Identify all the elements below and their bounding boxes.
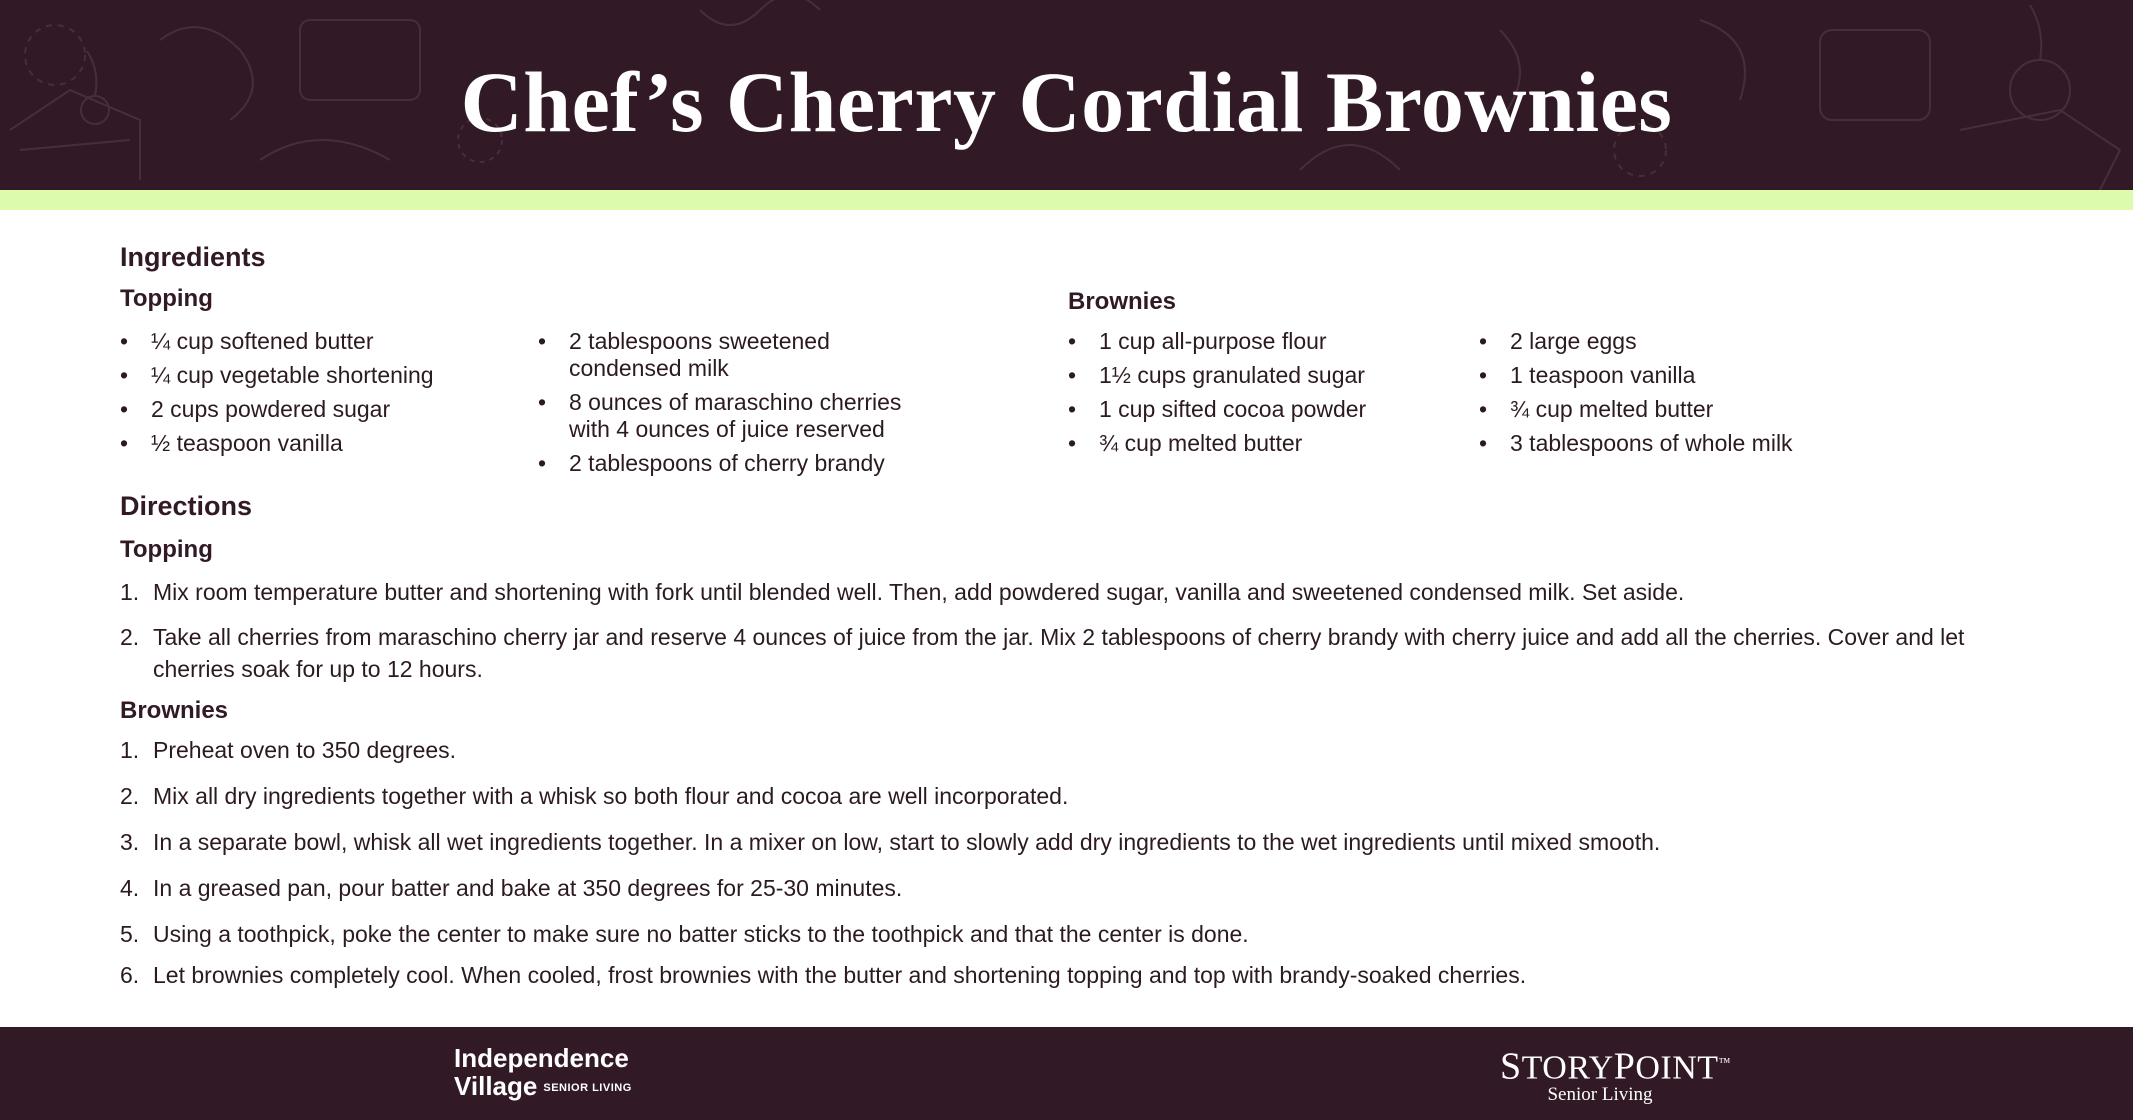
footer-bar xyxy=(0,1027,2133,1120)
directions-heading: Directions xyxy=(120,491,253,521)
logo-letters: OINT xyxy=(1635,1049,1719,1087)
list-item: • 1 cup sifted cocoa powder xyxy=(1068,396,1448,423)
list-item xyxy=(120,826,1970,858)
list-item: • 2 tablespoons sweetened condensed milk xyxy=(538,328,918,382)
step-number: 2. xyxy=(120,783,140,809)
step-text: Take all cherries from maraschino cherry jar and reserve 4 ounces of juice from the jar. Mix 2 tablespoons of cherry brandy with cherry juice and add all the cherries. Cover and let cherries soak for up to 12 hours. xyxy=(153,624,1965,682)
topping-ingredients-list-2 xyxy=(538,328,918,484)
step-number: 5. xyxy=(120,921,140,947)
ingredients-brownies-heading: Brownies xyxy=(1068,288,1177,315)
list-item: • 8 ounces of maraschino cherries with 4 ounces of juice reserved xyxy=(538,389,918,443)
list-item: • 2 cups powdered sugar xyxy=(120,396,500,423)
recipe-title: Chef’s Cherry Cordial Brownies xyxy=(460,54,1673,150)
storypoint-logo xyxy=(1500,1045,1731,1106)
list-item: • 1½ cups granulated sugar xyxy=(1068,362,1448,389)
ingredients-heading: Ingredients xyxy=(120,242,266,272)
directions-brownies-heading: Brownies xyxy=(120,697,229,724)
storypoint-tagline: Senior Living xyxy=(1547,1084,1653,1106)
independence-village-logo xyxy=(454,1044,632,1102)
step-text: In a greased pan, pour batter and bake at 350 degrees for 25-30 minutes. xyxy=(153,875,903,901)
list-item: • 2 large eggs xyxy=(1479,328,1899,355)
list-item: • ¼ cup softened butter xyxy=(120,328,500,355)
step-number: 3. xyxy=(120,829,140,855)
list-item: • 1 cup all-purpose flour xyxy=(1068,328,1448,355)
step-text: In a separate bowl, whisk all wet ingredients together. In a mixer on low, start to slowly add dry ingredients to the wet ingredients until mixed smooth. xyxy=(153,829,1661,855)
step-text: Let brownies completely cool. When cooled, frost brownies with the butter and shortening topping and top with brandy-soaked cherries. xyxy=(153,962,1527,988)
list-item: • 2 tablespoons of cherry brandy xyxy=(538,450,918,477)
logo-line-2: Village xyxy=(454,1071,538,1101)
list-item xyxy=(120,872,1970,904)
trademark-symbol: ™ xyxy=(1718,1055,1731,1069)
list-item: • ¾ cup melted butter xyxy=(1479,396,1899,423)
logo-letter: P xyxy=(1613,1045,1636,1088)
step-text: Using a toothpick, poke the center to make sure no batter sticks to the toothpick and that the center is done. xyxy=(153,921,1249,947)
logo-letter: S xyxy=(1500,1045,1522,1088)
list-item xyxy=(120,780,1970,812)
logo-line-1: Independence xyxy=(454,1043,629,1073)
step-text: Mix all dry ingredients together with a whisk so both flour and cocoa are well incorporated. xyxy=(153,783,1069,809)
topping-directions-list xyxy=(120,576,1970,685)
list-item: • 3 tablespoons of whole milk xyxy=(1479,430,1899,457)
brownies-ingredients-list-1 xyxy=(1068,328,1448,464)
list-item xyxy=(120,959,1970,991)
step-number: 4. xyxy=(120,875,140,901)
list-item: • ¾ cup melted butter xyxy=(1068,430,1448,457)
list-item: • ½ teaspoon vanilla xyxy=(120,430,500,457)
brownies-ingredients-list-2 xyxy=(1479,328,1899,464)
list-item: • 1 teaspoon vanilla xyxy=(1479,362,1899,389)
logo-tagline: SENIOR LIVING xyxy=(543,1082,632,1095)
list-item: • ¼ cup vegetable shortening xyxy=(120,362,500,389)
list-item xyxy=(120,734,1970,766)
logo-letters: TORY xyxy=(1521,1049,1614,1087)
logo-line-2-row xyxy=(454,1072,632,1102)
step-number: 1. xyxy=(120,737,140,763)
step-text: Mix room temperature butter and shortening with fork until blended well. Then, add powdered sugar, vanilla and sweetened condensed milk. Set aside. xyxy=(153,579,1685,605)
step-text: Preheat oven to 350 degrees. xyxy=(153,737,457,763)
step-number: 2. xyxy=(120,624,140,650)
ingredients-topping-heading: Topping xyxy=(120,285,213,312)
step-number: 6. xyxy=(120,962,140,988)
topping-ingredients-list-1 xyxy=(120,328,500,464)
storypoint-wordmark xyxy=(1500,1045,1731,1088)
header-banner xyxy=(0,0,2133,190)
directions-topping-heading: Topping xyxy=(120,536,213,563)
list-item xyxy=(120,576,1970,608)
list-item xyxy=(120,918,1970,950)
brownies-directions-list xyxy=(120,734,1970,991)
step-number: 1. xyxy=(120,579,140,605)
accent-strip xyxy=(0,190,2133,210)
list-item xyxy=(120,621,1970,685)
